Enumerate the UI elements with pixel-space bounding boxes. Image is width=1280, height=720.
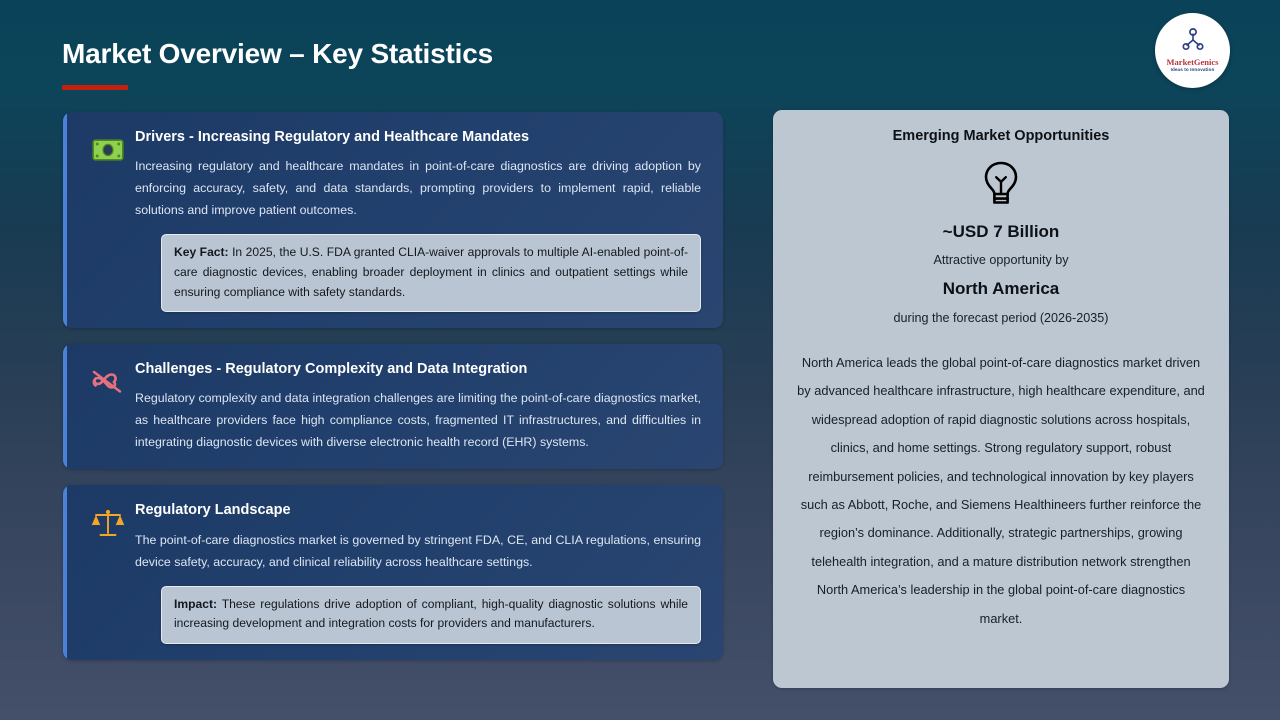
impact-note [161,586,701,644]
note-label: Key Fact: [174,245,229,260]
card-description: Increasing regulatory and healthcare mandates in point-of-care diagnostics are driving adoption by enforcing accuracy, safety, and data standards, prompting providers to implement rapid, reliable solutions and improve patient outcomes. [135,159,701,218]
card-challenges[interactable] [63,344,723,469]
card-regulatory-landscape[interactable] [63,485,723,659]
lightbulb-icon [795,158,1207,210]
broken-link-icon [85,362,131,402]
logo-name: MarketGenics [1166,57,1219,68]
card-description: Regulatory complexity and data integration challenges are limiting the point-of-care diagnostics market, as healthcare providers face high compliance costs, fragmented IT infrastructures, and difficulties in integrating diagnostic devices with diverse electronic health record (EHR) systems. [135,391,701,450]
region-name: North America [942,279,1060,298]
insight-cards-column [63,112,723,660]
note-text: These regulations drive adoption of compliant, high-quality diagnostic solutions while increasing development and integration costs for providers and manufacturers. [174,596,688,631]
key-fact-note [161,234,701,312]
money-banknote-icon [85,130,131,170]
molecule-node-icon [1180,28,1206,57]
forecast-period: during the forecast period (2026-2035) [893,311,1109,325]
note-label: Impact: [174,596,218,611]
card-title: Challenges - Regulatory Complexity and Data Integration [135,361,528,378]
card-title: Drivers - Increasing Regulatory and Healthcare Mandates [135,129,530,145]
card-drivers[interactable] [63,112,723,328]
card-title: Regulatory Landscape [135,502,291,519]
card-description: The point-of-care diagnostics market is governed by stringent FDA, CE, and CLIA regulations, ensuring device safety, accuracy, and clinical reliability across healthcare settings. [135,532,701,569]
opportunity-subtitle: Attractive opportunity by [933,253,1069,267]
note-text: In 2025, the U.S. FDA granted CLIA-waiver approvals to multiple AI-enabled point-of-care diagnostic devices, enabling broader deployment in clinics and outpatient settings while ensuring compliance with safety standards. [174,245,688,299]
region-description: North America leads the global point-of-care diagnostics market driven by advanced healthcare infrastructure, high healthcare expenditure, and widespread adoption of rapid diagnostic solutions across hospitals, clinics, and home settings. Strong regulatory support, robust reimbursement policies, and technological innovation by key players such as Abbott, Roche, and Siemens Healthineers further reinforce the region’s dominance. Additionally, strategic partnerships, growing telehealth integration, and a mature distribution network strengthen North America’s leadership in the global point-of-care diagnostics market. [797,355,1205,626]
brand-logo [1155,13,1230,88]
page-title: Market Overview – Key Statistics [62,38,493,69]
title-underline-rule [62,85,128,90]
market-value: ~USD 7 Billion [942,222,1060,241]
balance-scale-icon [85,503,131,543]
emerging-opportunities-panel [773,110,1229,688]
panel-title: Emerging Market Opportunities [892,128,1110,144]
logo-tagline: Ideas to Innovation [1170,67,1215,73]
